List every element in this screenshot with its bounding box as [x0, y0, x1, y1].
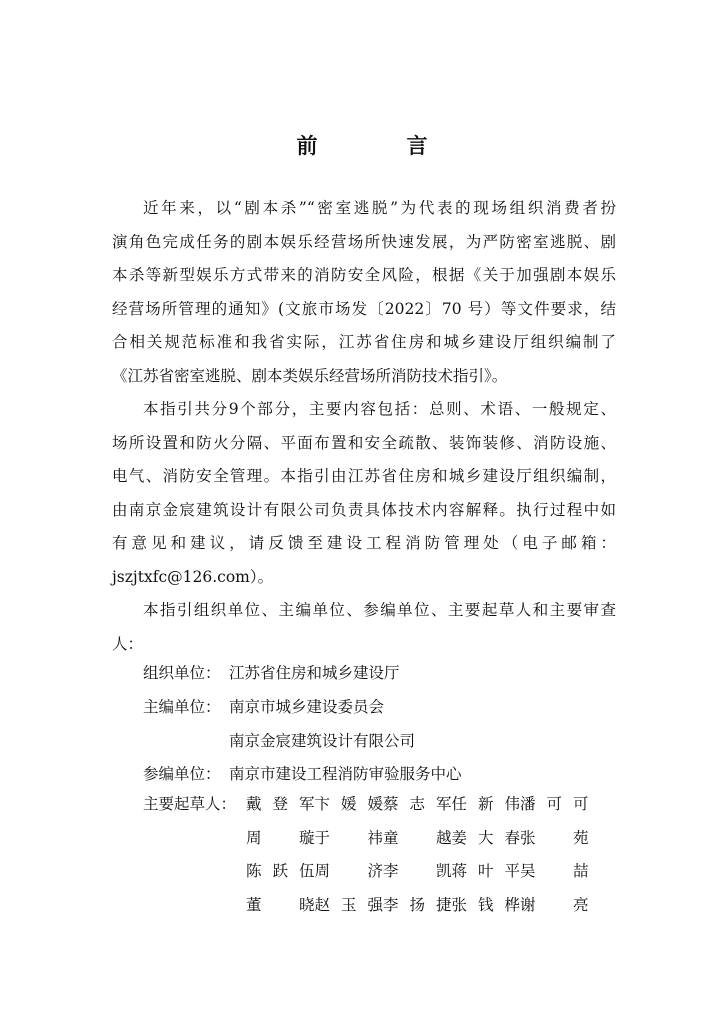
page-title: 前 言: [296, 134, 462, 158]
drafter-name: 卞媛媛: [314, 795, 383, 813]
text-line: 电气、消防安全管理。本指引由江苏省住房和城乡建设厅组织编制，: [112, 467, 616, 485]
participating-unit-value: 南京市建设工程消防审验服务中心: [229, 765, 462, 783]
drafter-name: 童 越: [383, 828, 452, 847]
text-line: jszjtxfc@126.com）。: [112, 567, 274, 586]
drafter-name: 陈跃伍: [246, 862, 315, 880]
drafters-list: [143, 788, 589, 922]
drafter-name: 蔡志军: [383, 795, 452, 813]
drafter-name: 蒋叶平: [451, 862, 520, 880]
paragraph-background: [112, 192, 616, 393]
drafters-label: 主要起草人：: [143, 795, 237, 813]
drafters-row: [246, 822, 589, 856]
drafter-name: 李扬捷: [383, 895, 452, 914]
drafter-name: 任新伟: [451, 795, 520, 813]
text-line: 场所设置和防火分隔、平面布置和安全疏散、装饰装修、消防设施、: [112, 433, 616, 452]
drafters-row: [246, 889, 589, 923]
text-line: 人：: [112, 634, 144, 653]
organizing-unit: [143, 661, 400, 683]
chief-editing-unit-value: 南京市城乡建设委员会: [229, 698, 385, 716]
chief-editing-unit-label: 主编单位：: [143, 698, 221, 716]
paragraph-units-intro: [112, 594, 616, 661]
text-line: 合相关规范标准和我省实际，江苏省住房和城乡建设厅组织编制了: [112, 333, 616, 351]
drafter-name: 姜大春: [451, 828, 520, 847]
text-line: 有意见和建议，请反馈至建设工程消防管理处（电子邮箱：: [112, 534, 616, 552]
drafter-name: 张 苑: [520, 828, 589, 847]
drafters-row: [246, 788, 589, 822]
drafter-name: 赵玉强: [314, 895, 383, 914]
drafter-name: 周 济: [314, 862, 383, 880]
text-line: 近年来，以“剧本杀”“密室逃脱”为代表的现场组织消费者扮: [143, 199, 616, 217]
chief-editing-unit-2: [143, 729, 415, 751]
drafter-name: 潘可可: [520, 795, 589, 813]
text-line: 由南京金宸建筑设计有限公司负责具体技术内容解释。执行过程中如: [112, 500, 616, 519]
paragraph-contents: [112, 393, 616, 594]
drafters-row: [246, 855, 589, 889]
drafter-name: 周 璇: [246, 828, 315, 847]
text-line: 《江苏省密室逃脱、剧本类娱乐经营场所消防技术指引》。: [112, 366, 508, 385]
drafter-name: 于 祎: [314, 828, 383, 847]
drafters-grid: [246, 788, 589, 922]
organizing-unit-label: 组织单位：: [143, 664, 221, 682]
drafter-name: 戴登军: [246, 795, 315, 813]
text-line: 本指引组织单位、主编单位、参编单位、主要起草人和主要审查: [143, 601, 616, 619]
organizing-unit-value: 江苏省住房和城乡建设厅: [229, 664, 400, 682]
drafter-name: 李 凯: [383, 862, 452, 880]
drafter-name: 谢 亮: [520, 895, 589, 914]
drafter-name: 吴 喆: [520, 862, 589, 880]
participating-unit: [143, 762, 462, 784]
text-line: 本指引共分9个部分，主要内容包括：总则、术语、一般规定、: [143, 400, 616, 418]
chief-editing-unit-value: 南京金宸建筑设计有限公司: [229, 732, 416, 750]
chief-editing-unit: [143, 695, 384, 717]
participating-unit-label: 参编单位：: [143, 765, 221, 783]
text-line: 经营场所管理的通知》(文旅市场发〔2022〕70 号）等文件要求，结: [112, 299, 616, 318]
text-line: 演角色完成任务的剧本娱乐经营场所快速发展，为严防密室逃脱、剧: [112, 232, 616, 251]
text-line: 本杀等新型娱乐方式带来的消防安全风险，根据《关于加强剧本娱乐: [112, 266, 616, 284]
drafter-name: 张钱桦: [451, 895, 520, 914]
drafter-name: 董 晓: [246, 895, 315, 914]
